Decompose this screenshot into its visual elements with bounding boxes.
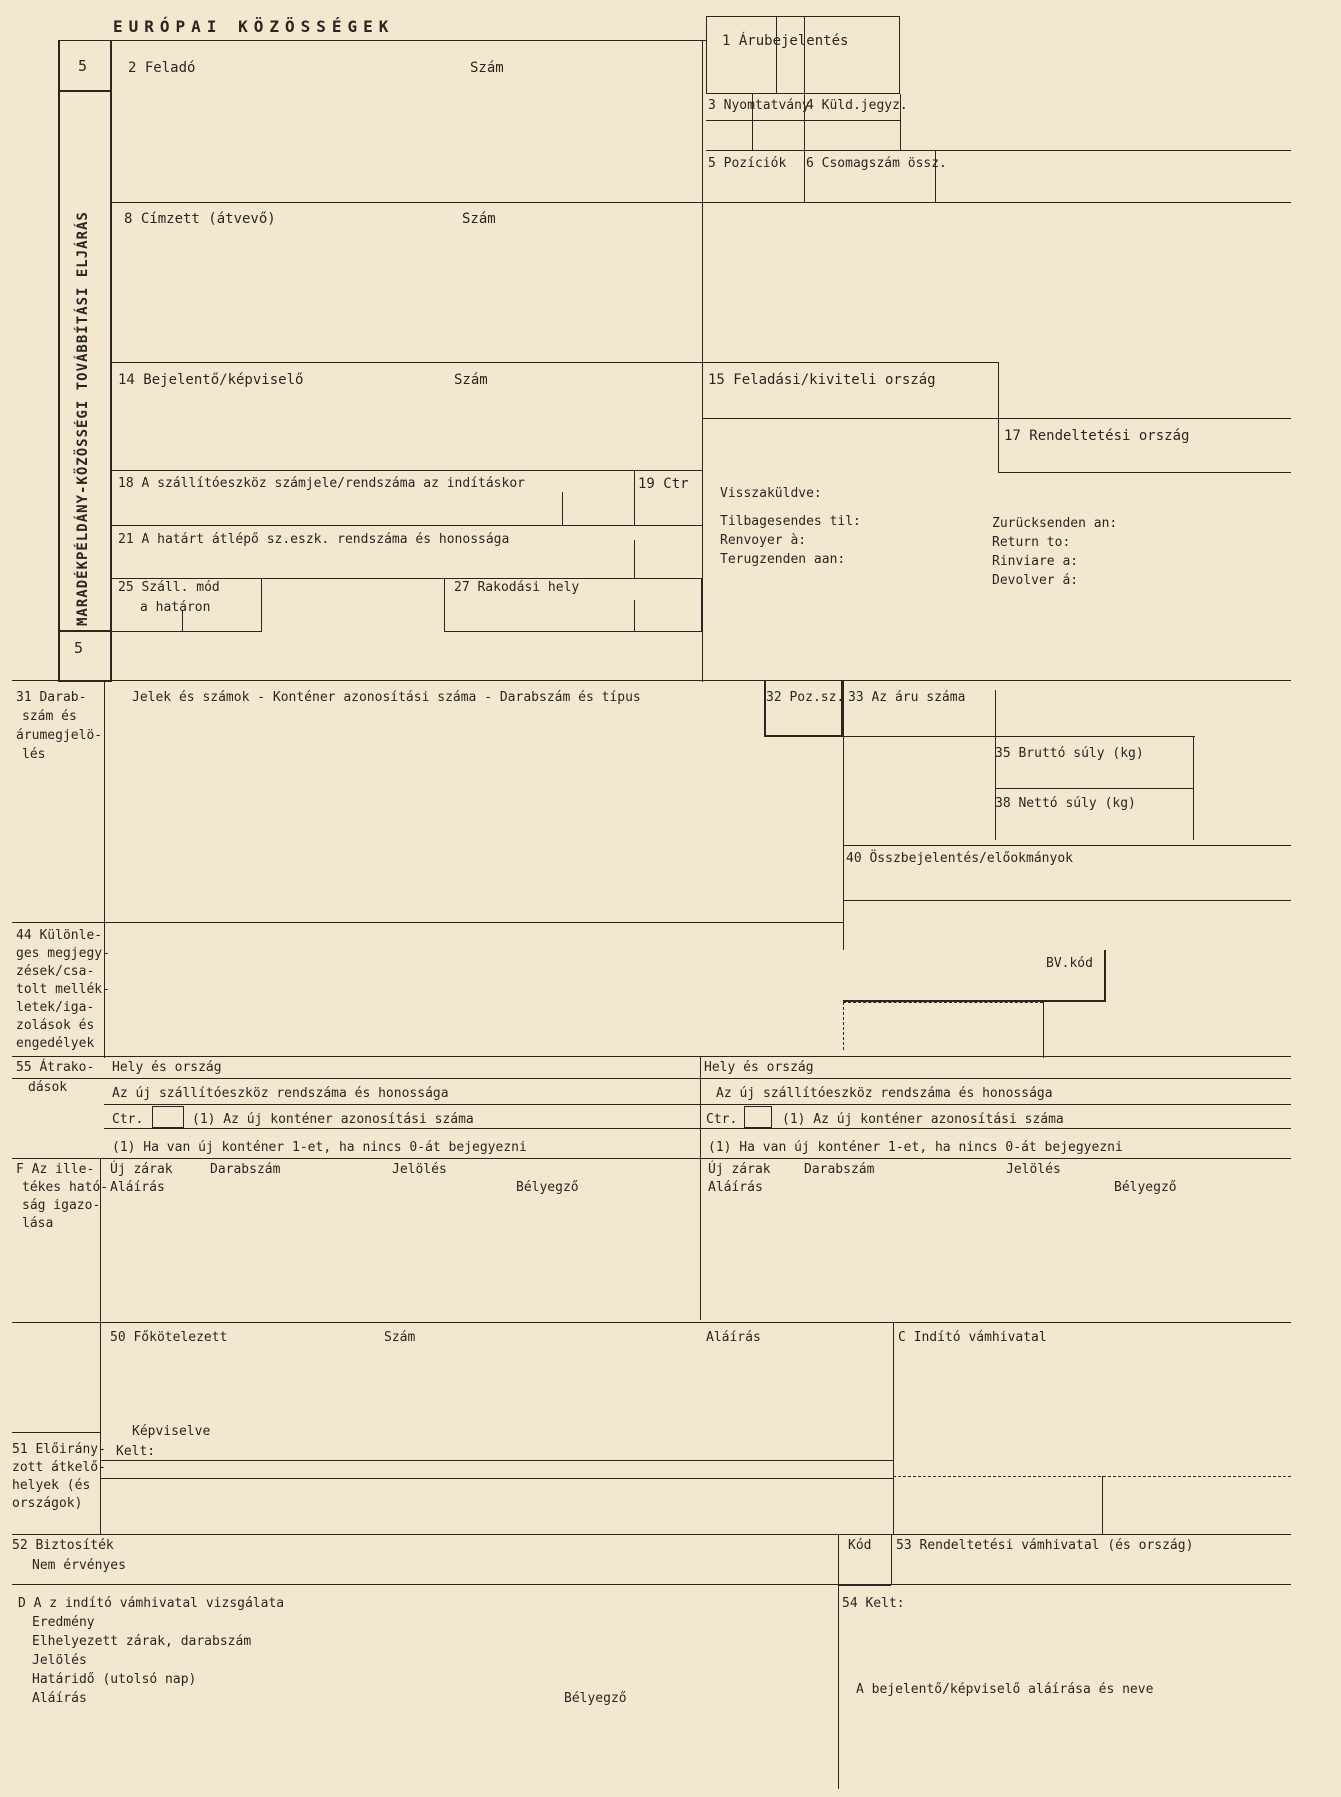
box-52-label: 52 Biztosíték [12, 1538, 114, 1553]
return-right-2: Return to: [992, 535, 1071, 550]
new-seals-right: Új zárak [708, 1162, 771, 1177]
box-d-stamp-label: Bélyegző [564, 1691, 627, 1706]
box-25-sublabel: a határon [140, 600, 211, 615]
box-17-label: 17 Rendeltetési ország [1004, 428, 1190, 444]
box-35-label: 35 Bruttó súly (kg) [995, 746, 1144, 761]
box-55-line-2: dások [28, 1080, 68, 1095]
box-15-label: 15 Feladási/kiviteli ország [708, 372, 936, 388]
box-44-line-3: zések/csa- [16, 964, 95, 979]
box-3-label: 3 Nyomtatvány [708, 98, 810, 113]
box-f-line-4: lása [22, 1216, 54, 1231]
box-51-line-1: 51 Előirány- [12, 1442, 106, 1457]
box-f-line-3: ság igazo- [22, 1198, 101, 1213]
represented-by-label: Képviselve [132, 1424, 211, 1439]
return-left-2: Renvoyer à: [720, 533, 807, 548]
box-27-label: 27 Rakodási hely [454, 580, 580, 595]
box-8-label: 8 Címzett (átvevő) [124, 211, 276, 227]
box-d-line-1: Eredmény [32, 1615, 95, 1630]
piece-count-left: Darabszám [210, 1162, 281, 1177]
return-right-4: Devolver á: [992, 573, 1079, 588]
ctr-left: Ctr. [112, 1112, 144, 1127]
box-1-label: 1 Árubejelentés [722, 33, 849, 49]
new-container-left: (1) Az új konténer azonosítási száma [192, 1112, 474, 1127]
box-51-line-2: zott átkelő- [12, 1460, 106, 1475]
return-left-1: Tilbagesendes til: [720, 514, 861, 529]
ctr-right: Ctr. [706, 1112, 738, 1127]
box-6-label: 6 Csomagszám össz. [806, 156, 947, 171]
box-44-line-7: engedélyek [16, 1036, 95, 1051]
box-21-label: 21 A határt átlépő sz.eszk. rendszáma és honossága [118, 532, 510, 547]
box-44-line-5: letek/iga- [16, 1000, 95, 1015]
box-14-number-label: Szám [454, 372, 488, 388]
vertical-procedure-label: MARADÉKPÉLDÁNY-KÖZÖSSÉGI TOVÁBBÍTÁSI ELJÁRÁS [75, 211, 91, 626]
box-32-label: 32 Poz.sz. [766, 690, 845, 705]
return-right-3: Rinviare a: [992, 554, 1079, 569]
place-country-right: Hely és ország [704, 1060, 814, 1075]
new-vehicle-right: Az új szállítóeszköz rendszáma és honossága [716, 1086, 1053, 1101]
box-54-label: 54 Kelt: [842, 1596, 905, 1611]
box-d-label: D A z indító vámhivatal vizsgálata [18, 1596, 285, 1611]
box-44-line-4: tolt mellék- [16, 982, 110, 997]
box-53-label: 53 Rendeltetési vámhivatal (és ország) [896, 1538, 1194, 1553]
container-note-right: (1) Ha van új konténer 1-et, ha nincs 0-át bejegyezni [708, 1140, 1123, 1155]
signature-right: Aláírás [708, 1180, 763, 1195]
box-4-label: 4 Küld.jegyz. [806, 98, 908, 113]
box-31-line-1: 31 Darab- [16, 690, 87, 705]
place-country-left: Hely és ország [112, 1060, 222, 1075]
box-8-number-label: Szám [462, 211, 496, 227]
box-51-line-3: helyek (és [12, 1478, 91, 1493]
box-f-line-1: F Az ille- [16, 1162, 95, 1177]
return-title: Visszaküldve: [720, 486, 822, 501]
box-31-line-2: szám és [22, 709, 77, 724]
box-5-label: 5 Pozíciók [708, 156, 787, 171]
box-50-label: 50 Főkötelezett [110, 1330, 228, 1345]
box-31-description: Jelek és számok - Konténer azonosítási száma - Darabszám és típus [132, 690, 641, 705]
box-44-line-6: zolások és [16, 1018, 95, 1033]
marking-left: Jelölés [392, 1162, 447, 1177]
box-18-label: 18 A szállítóeszköz számjele/rendszáma az indításkor [118, 476, 525, 491]
box-38-label: 38 Nettó súly (kg) [995, 796, 1136, 811]
piece-count-right: Darabszám [804, 1162, 875, 1177]
box-25-label: 25 Száll. mód [118, 580, 220, 595]
copy-number-bottom: 5 [74, 639, 84, 657]
box-31-line-3: árumegjelö- [16, 728, 103, 743]
box-44-line-1: 44 Különle- [16, 928, 103, 943]
box-d-line-4: Határidő (utolsó nap) [32, 1672, 197, 1687]
signature-left: Aláírás [110, 1180, 165, 1195]
new-vehicle-left: Az új szállítóeszköz rendszáma és honossága [112, 1086, 449, 1101]
box-19-label: 19 Ctr [638, 476, 689, 492]
stamp-right: Bélyegző [1114, 1180, 1177, 1195]
box-f-line-2: tékes ható- [22, 1180, 109, 1195]
box-50-signature-label: Aláírás [706, 1330, 761, 1345]
not-valid-label: Nem érvényes [32, 1558, 126, 1573]
box-44-line-2: ges megjegy- [16, 946, 110, 961]
box-31-line-4: lés [22, 747, 46, 762]
new-container-right: (1) Az új konténer azonosítási száma [782, 1112, 1064, 1127]
code-label: Kód [848, 1538, 872, 1553]
box-50-number-label: Szám [384, 1330, 416, 1345]
copy-number-top: 5 [78, 57, 88, 75]
bv-code-label: BV.kód [1046, 956, 1093, 971]
container-note-left: (1) Ha van új konténer 1-et, ha nincs 0-át bejegyezni [112, 1140, 527, 1155]
box-2-label: 2 Feladó [128, 60, 196, 76]
date-label: Kelt: [116, 1444, 156, 1459]
return-right-1: Zurücksenden an: [992, 516, 1118, 531]
box-33-label: 33 Az áru száma [848, 690, 966, 705]
box-51-line-4: országok) [12, 1496, 83, 1511]
new-seals-left: Új zárak [110, 1162, 173, 1177]
return-left-3: Terugzenden aan: [720, 552, 846, 567]
box-d-line-5: Aláírás [32, 1691, 87, 1706]
marking-right: Jelölés [1006, 1162, 1061, 1177]
stamp-left: Bélyegző [516, 1180, 579, 1195]
box-55-line-1: 55 Átrako- [16, 1060, 95, 1075]
box-14-label: 14 Bejelentő/képviselő [118, 372, 304, 388]
box-40-label: 40 Összbejelentés/előokmányok [846, 851, 1073, 866]
box-c-label: C Indító vámhivatal [898, 1330, 1047, 1345]
form-title: EURÓPAI KÖZÖSSÉGEK [113, 17, 395, 36]
box-2-number-label: Szám [470, 60, 504, 76]
box-d-line-3: Jelölés [32, 1653, 87, 1668]
box-d-line-2: Elhelyezett zárak, darabszám [32, 1634, 252, 1649]
box-54-signature-label: A bejelentő/képviselő aláírása és neve [856, 1682, 1154, 1697]
